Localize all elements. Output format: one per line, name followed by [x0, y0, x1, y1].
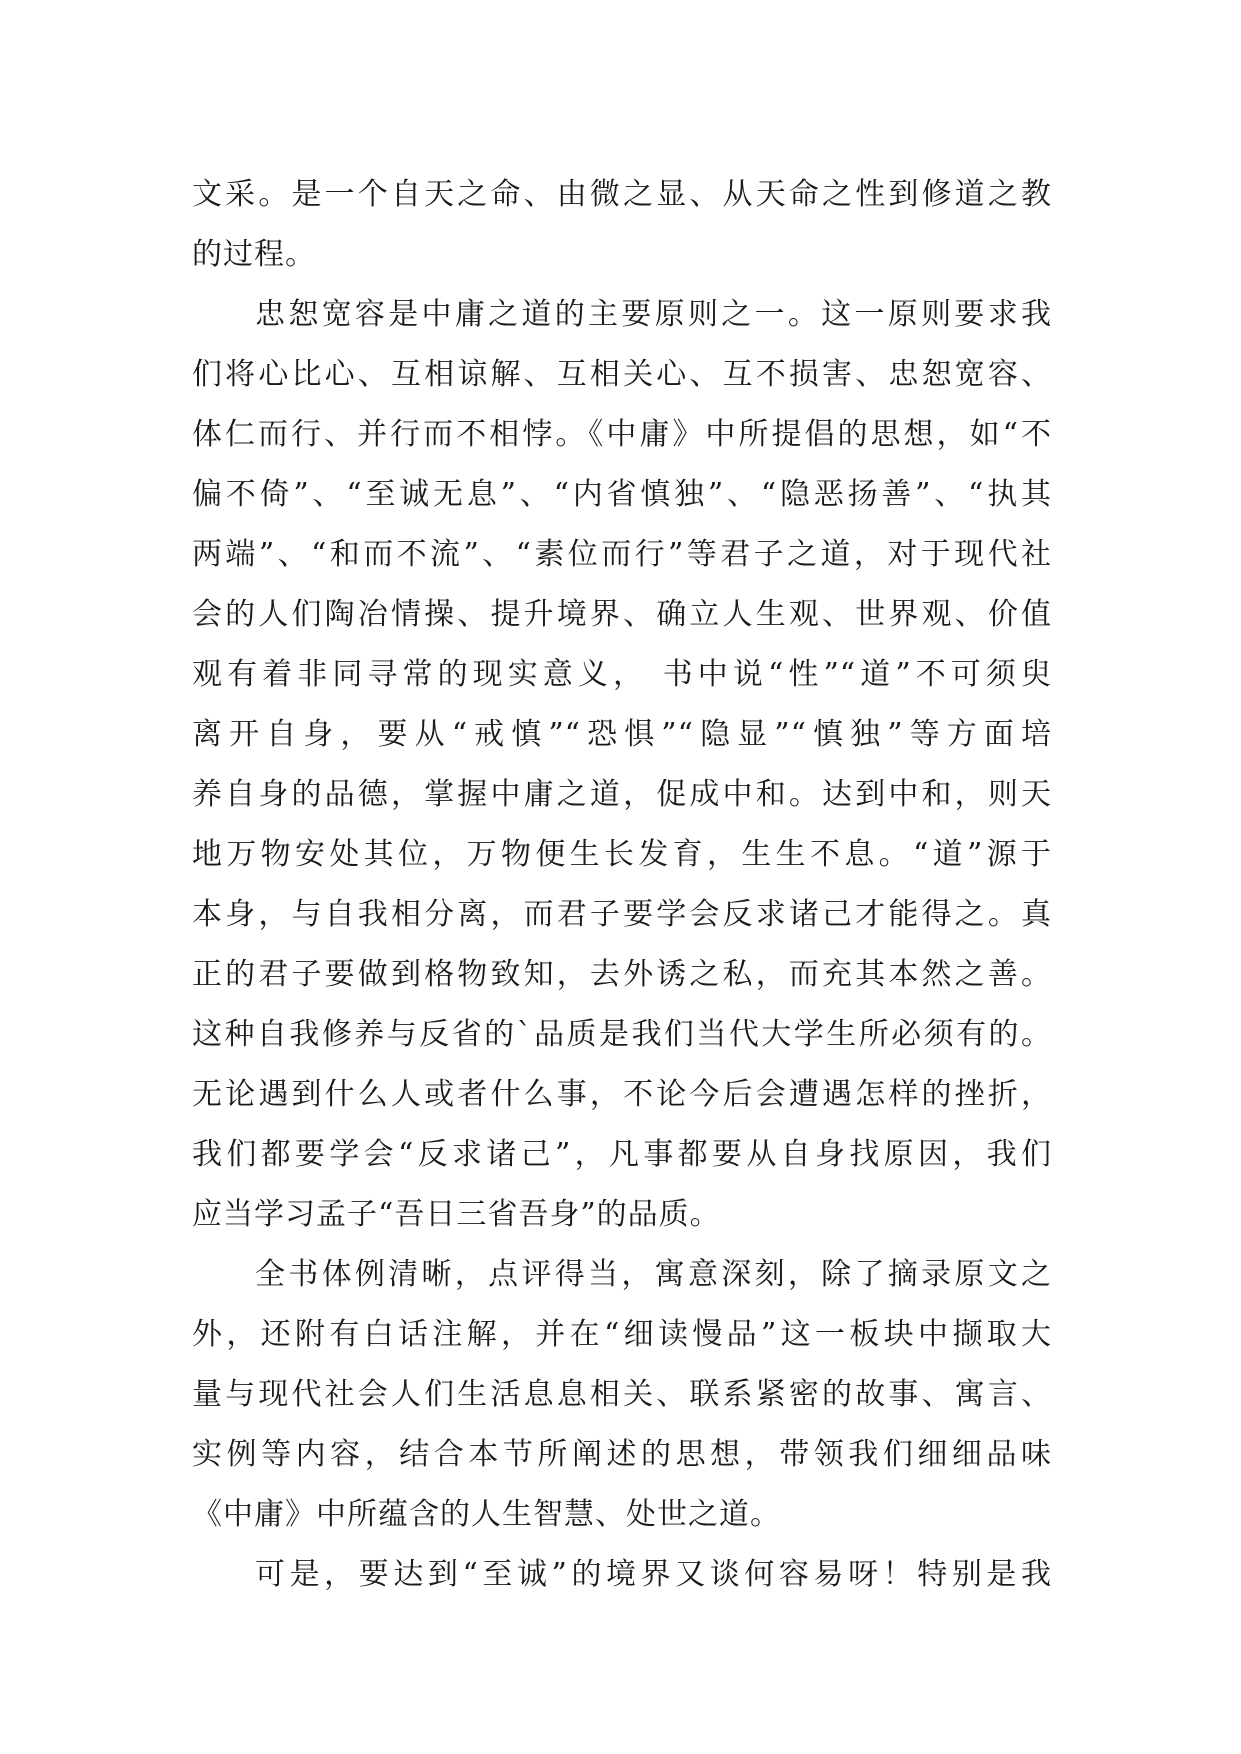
text-line: 全书体例清晰，点评得当，寓意深刻，除了摘录原文之	[255, 1257, 1052, 1292]
text-line: 的过程。	[192, 237, 316, 272]
text-line: 离开自身，要从“戒慎”“恐惧”“隐显”“慎独”等方面培	[192, 717, 1052, 752]
text-line: 无论遇到什么人或者什么事，不论今后会遭遇怎样的挫折，	[192, 1077, 1052, 1112]
text-line: 本身，与自我相分离，而君子要学会反求诸己才能得之。真	[192, 897, 1052, 932]
text-line: 实例等内容，结合本节所阐述的思想，带领我们细细品味	[192, 1437, 1052, 1472]
text-line: 两端”、“和而不流”、“素位而行”等君子之道，对于现代社	[192, 537, 1052, 572]
text-line: 们将心比心、互相谅解、互相关心、互不损害、忠恕宽容、	[192, 357, 1052, 392]
text-line: 文采。是一个自天之命、由微之显、从天命之性到修道之教	[192, 177, 1052, 212]
text-line: 可是，要达到“至诚”的境界又谈何容易呀！特别是我	[255, 1557, 1052, 1592]
text-line: 外，还附有白话注解，并在“细读慢品”这一板块中撷取大	[192, 1317, 1052, 1352]
text-line: 观有着非同寻常的现实意义， 书中说“性”“道”不可须臾	[192, 657, 1052, 692]
document-page	[192, 165, 1052, 1605]
text-line: 体仁而行、并行而不相悖。《中庸》中所提倡的思想，如“不	[192, 417, 1052, 452]
paragraph	[192, 165, 1052, 285]
paragraph	[192, 1245, 1052, 1545]
text-line: 会的人们陶冶情操、提升境界、确立人生观、世界观、价值	[192, 597, 1052, 632]
text-line: 应当学习孟子“吾日三省吾身”的品质。	[192, 1197, 721, 1232]
text-line: 量与现代社会人们生活息息相关、联系紧密的故事、寓言、	[192, 1377, 1052, 1412]
text-line: 地万物安处其位，万物便生长发育，生生不息。“道”源于	[192, 837, 1052, 872]
text-line: 偏不倚”、“至诚无息”、“内省慎独”、“隐恶扬善”、“执其	[192, 477, 1052, 512]
text-line: 正的君子要做到格物致知，去外诱之私，而充其本然之善。	[192, 957, 1052, 992]
paragraph	[192, 285, 1052, 1245]
text-line: 我们都要学会“反求诸己”，凡事都要从自身找原因，我们	[192, 1137, 1052, 1172]
text-line: 《中庸》中所蕴含的人生智慧、处世之道。	[192, 1497, 781, 1532]
text-line: 忠恕宽容是中庸之道的主要原则之一。这一原则要求我	[255, 297, 1052, 332]
text-line: 养自身的品德，掌握中庸之道，促成中和。达到中和，则天	[192, 777, 1052, 812]
paragraph	[192, 1545, 1052, 1605]
text-line: 这种自我修养与反省的`品质是我们当代大学生所必须有的。	[192, 1017, 1052, 1052]
